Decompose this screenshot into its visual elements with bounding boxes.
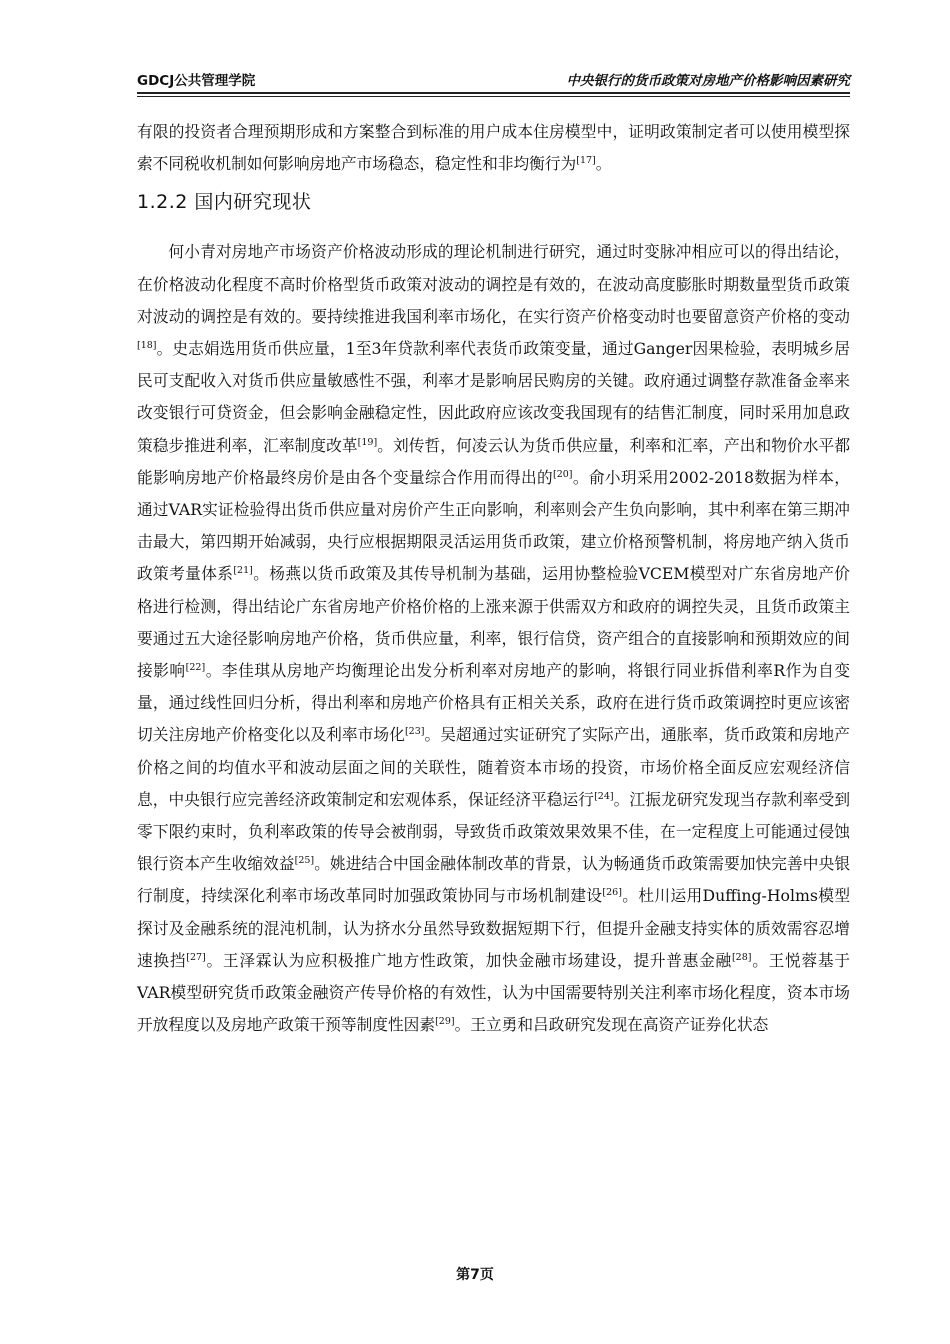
header-institution: GDCJ公共管理学院 [137, 73, 256, 89]
section-heading: 1.2.2 国内研究现状 [137, 191, 312, 214]
paragraph-text-segment: 。史志娟选用货币供应量，1至3年贷款利率代表货币政策变量，通过Ganger因果检验，表明城乡居民可支配收入对货币供应量敏感性不强，利率才是影响居民购房的关键。政府通过调整存款准备金率来改变银行可贷资金，但会影响金融稳定性，因此政府应该改变我国现有的结售汇制度，同时采用加息政策稳步推进利率，汇率制度改革 [137, 339, 850, 455]
intro-tail: 。 [595, 154, 612, 174]
page-header [137, 62, 850, 94]
citation: [20] [553, 468, 573, 480]
paragraph-text-segment: 何小青对房地产市场资产价格波动形成的理论机制进行研究，通过时变脉冲相应可以的得出结论，在价格波动化程度不高时价格型货币政策对波动的调控是有效的，在波动高度膨胀时期数量型货币政策对波动的调控是有效的。要持续推进我国利率市场化，在实行资产价格变动时也要留意资产价格的变动 [137, 242, 850, 326]
paragraph-text-segment: 。吴超通过实证研究了实际产出，通胀率，货币政策和房地产价格之间的均值水平和波动层面之间的关联性，随着资本市场的投资，市场价格全面反应宏观经济信息，中央银行应完善经济政策制定和宏观体系，保证经济平稳运行 [137, 725, 850, 809]
citation: [24] [594, 790, 614, 802]
citation: [26] [602, 887, 622, 899]
citation: [29] [435, 1016, 455, 1028]
citation: [18] [137, 340, 157, 352]
citation: [19] [357, 436, 378, 448]
main-paragraph [137, 236, 850, 1041]
citation: [17] [576, 155, 596, 167]
paragraph-text-segment: 。姚进结合中国金融体制改革的背景，认为畅通货币政策需要加快完善中央银行制度，持续深化利率市场改革同时加强政策协同与市场机制建设 [137, 854, 851, 906]
paragraph-text-segment: 。俞小玥采用2002-2018数据为样本，通过VAR实证检验得出货币供应量对房价产生正向影响，利率则会产生负向影响，其中利率在第三期冲击最大，第四期开始减弱，央行应根据期限灵活运用货币政策，建立价格预警机制，将房地产纳入货币政策考量体系 [137, 467, 850, 584]
paragraph-text-segment: 。李佳琪从房地产均衡理论出发分析利率对房地产的影响，将银行同业拆借利率R作为自变量，通过线性回归分析，得出利率和房地产价格具有正相关关系，政府在进行货币政策调控时更应该密切关注房地产价格变化以及利率市场化 [137, 661, 851, 745]
citation: [22] [185, 662, 206, 674]
citation: [23] [404, 726, 425, 738]
paragraph-text-segment: 。王立勇和吕政研究发现在高资产证券化状态 [454, 1015, 769, 1035]
citation: [25] [294, 855, 315, 867]
header-paper-title: 中央银行的货币政策对房地产价格影响因素研究 [566, 73, 850, 89]
page-body [137, 116, 850, 1041]
paragraph-text-segment: 。王悦蓉基于VAR模型研究货币政策金融资产传导价格的有效性，认为中国需要特别关注利率市场化程度，资本市场开放程度以及房地产政策干预等制度性因素 [137, 950, 851, 1035]
page-number: 第7页 [456, 1267, 494, 1283]
citation: [21] [233, 565, 253, 577]
citation: [28] [731, 951, 752, 963]
intro-paragraph [137, 116, 850, 180]
intro-text: 有限的投资者合理预期形成和方案整合到标准的用户成本住房模型中，证明政策制定者可以使用模型探索不同税收机制如何影响房地产市场稳态，稳定性和非均衡行为 [137, 122, 850, 174]
citation: [27] [186, 951, 206, 963]
paragraph-text-segment: 。江振龙研究发现当存款利率受到零下限约束时，负利率政策的传导会被削弱，导致货币政策效果效果不佳，在一定程度上可能通过侵蚀银行资本产生收缩效益 [137, 789, 851, 874]
paragraph-text-segment: 。杜川运用Duffing-Holms模型探讨及金融系统的混沌机制，认为挤水分虽然导致数据短期下行，但提升金融支持实体的质效需容忍增速换挡 [137, 886, 851, 970]
paragraph-text-segment: 。王泽霖认为应积极推广地方性政策，加快金融市场建设，提升普惠金融 [205, 950, 732, 970]
paragraph-text-segment: 。刘传哲，何凌云认为货币供应量，利率和汇率，产出和物价水平都能影响房地产价格最终房价是由各个变量综合作用而得出的 [137, 435, 851, 487]
paragraph-text-segment: 。杨燕以货币政策及其传导机制为基础，运用协整检验VCEM模型对广东省房地产价格进行检测，得出结论广东省房地产价格价格的上涨来源于供需双方和政府的调控失灵，且货币政策主要通过五大途径影响房地产价格，货币供应量，利率，银行信贷，资产组合的直接影响和预期效应的间接影响 [137, 564, 850, 681]
